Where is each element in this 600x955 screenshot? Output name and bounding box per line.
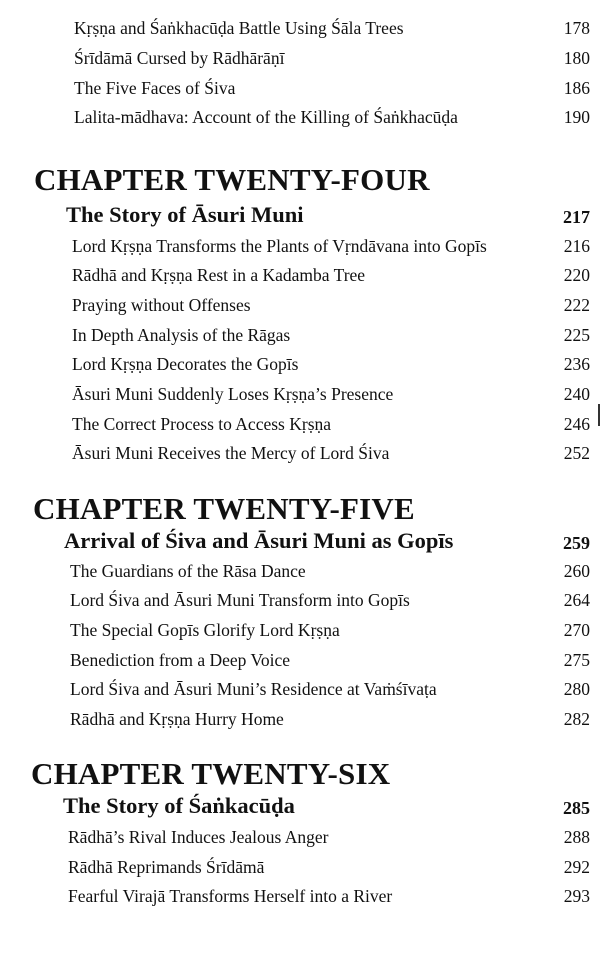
entry-page: 275: [563, 650, 590, 670]
entry-page: 282: [563, 709, 590, 729]
chapter-heading: CHAPTER TWENTY-FIVE: [33, 491, 415, 526]
chapter-page: 259: [563, 533, 590, 553]
entry-title: The Special Gopīs Glorify Lord Kṛṣṇa: [70, 620, 340, 640]
entry-title: Lord Kṛṣṇa Transforms the Plants of Vṛndāvana into Gopīs: [72, 236, 487, 256]
entry-page: 270: [563, 620, 590, 640]
toc-entry: [0, 350, 600, 378]
toc-entry: [0, 882, 600, 910]
toc-entry: [0, 380, 600, 408]
entry-page: 260: [563, 561, 590, 581]
entry-title: Kṛṣṇa and Śaṅkhacūḍa Battle Using Śāla Trees: [74, 18, 404, 38]
entry-title: Benediction from a Deep Voice: [70, 650, 290, 670]
entry-title: Āsuri Muni Suddenly Loses Kṛṣṇa’s Presence: [72, 384, 394, 404]
entry-page: 292: [563, 857, 590, 877]
entry-title: Rādhā Reprimands Śrīdāmā: [68, 857, 265, 877]
toc-entry: [0, 646, 600, 674]
toc-entry: [0, 14, 600, 42]
entry-title: Rādhā and Kṛṣṇa Rest in a Kadamba Tree: [72, 265, 366, 285]
toc-entry: [0, 291, 600, 319]
chapter-title: The Story of Śaṅkacūḍa: [63, 793, 295, 818]
entry-title: The Five Faces of Śiva: [74, 78, 236, 98]
chapter-title: The Story of Āsuri Muni: [66, 202, 304, 227]
entry-page: 220: [563, 265, 590, 285]
entry-page: 280: [563, 679, 590, 699]
chapter-page: 285: [563, 798, 590, 818]
toc-entry: [0, 705, 600, 733]
entry-title: Praying without Offenses: [72, 295, 251, 315]
chapter-title-row: [0, 525, 600, 557]
entry-page: 225: [563, 325, 590, 345]
entry-page: 252: [563, 443, 590, 463]
chapter-title: Arrival of Śiva and Āsuri Muni as Gopīs: [64, 528, 454, 553]
entry-title: Lalita-mādhava: Account of the Killing of Śaṅkhacūḍa: [74, 107, 458, 127]
chapter-page: 217: [563, 207, 590, 227]
entry-page: 288: [563, 827, 590, 847]
entry-page: 180: [563, 48, 590, 68]
entry-page: 240: [563, 384, 590, 404]
entry-page: 190: [563, 107, 590, 127]
entry-page: 246: [563, 414, 590, 434]
chapter-heading: CHAPTER TWENTY-SIX: [31, 756, 391, 791]
entry-title: Rādhā and Kṛṣṇa Hurry Home: [70, 709, 284, 729]
entry-title: Lord Śiva and Āsuri Muni Transform into Gopīs: [70, 590, 410, 610]
toc-entry: [0, 616, 600, 644]
entry-page: 186: [563, 78, 590, 98]
toc-entry: [0, 410, 600, 438]
entry-title: In Depth Analysis of the Rāgas: [72, 325, 291, 345]
entry-page: 216: [563, 236, 590, 256]
entry-page: 293: [563, 886, 590, 906]
toc-entry: [0, 586, 600, 614]
entry-page: 178: [563, 18, 590, 38]
entry-title: Lord Śiva and Āsuri Muni’s Residence at Vaṁśīvaṭa: [70, 679, 437, 699]
toc-entry: [0, 44, 600, 72]
entry-title: Śrīdāmā Cursed by Rādhārāṇī: [74, 48, 285, 68]
toc-entry: [0, 232, 600, 260]
entry-title: The Guardians of the Rāsa Dance: [70, 561, 306, 581]
entry-title: The Correct Process to Access Kṛṣṇa: [72, 414, 332, 434]
toc-entry: [0, 823, 600, 851]
chapter-title-row: [0, 790, 600, 822]
entry-page: 264: [563, 590, 590, 610]
toc-entry: [0, 74, 600, 102]
entry-page: 236: [563, 354, 590, 374]
toc-entry: [0, 853, 600, 881]
chapter-heading: CHAPTER TWENTY-FOUR: [34, 162, 430, 197]
entry-title: Āsuri Muni Receives the Mercy of Lord Śiva: [72, 443, 390, 463]
chapter-title-row: [0, 199, 600, 231]
toc-entry: [0, 321, 600, 349]
toc-entry: [0, 261, 600, 289]
toc-entry: [0, 439, 600, 467]
toc-entry: [0, 675, 600, 703]
entry-page: 222: [563, 295, 590, 315]
entry-title: Rādhā’s Rival Induces Jealous Anger: [68, 827, 329, 847]
entry-title: Lord Kṛṣṇa Decorates the Gopīs: [72, 354, 299, 374]
entry-title: Fearful Virajā Transforms Herself into a River: [68, 886, 393, 906]
toc-entry: [0, 557, 600, 585]
toc-entry: [0, 103, 600, 131]
